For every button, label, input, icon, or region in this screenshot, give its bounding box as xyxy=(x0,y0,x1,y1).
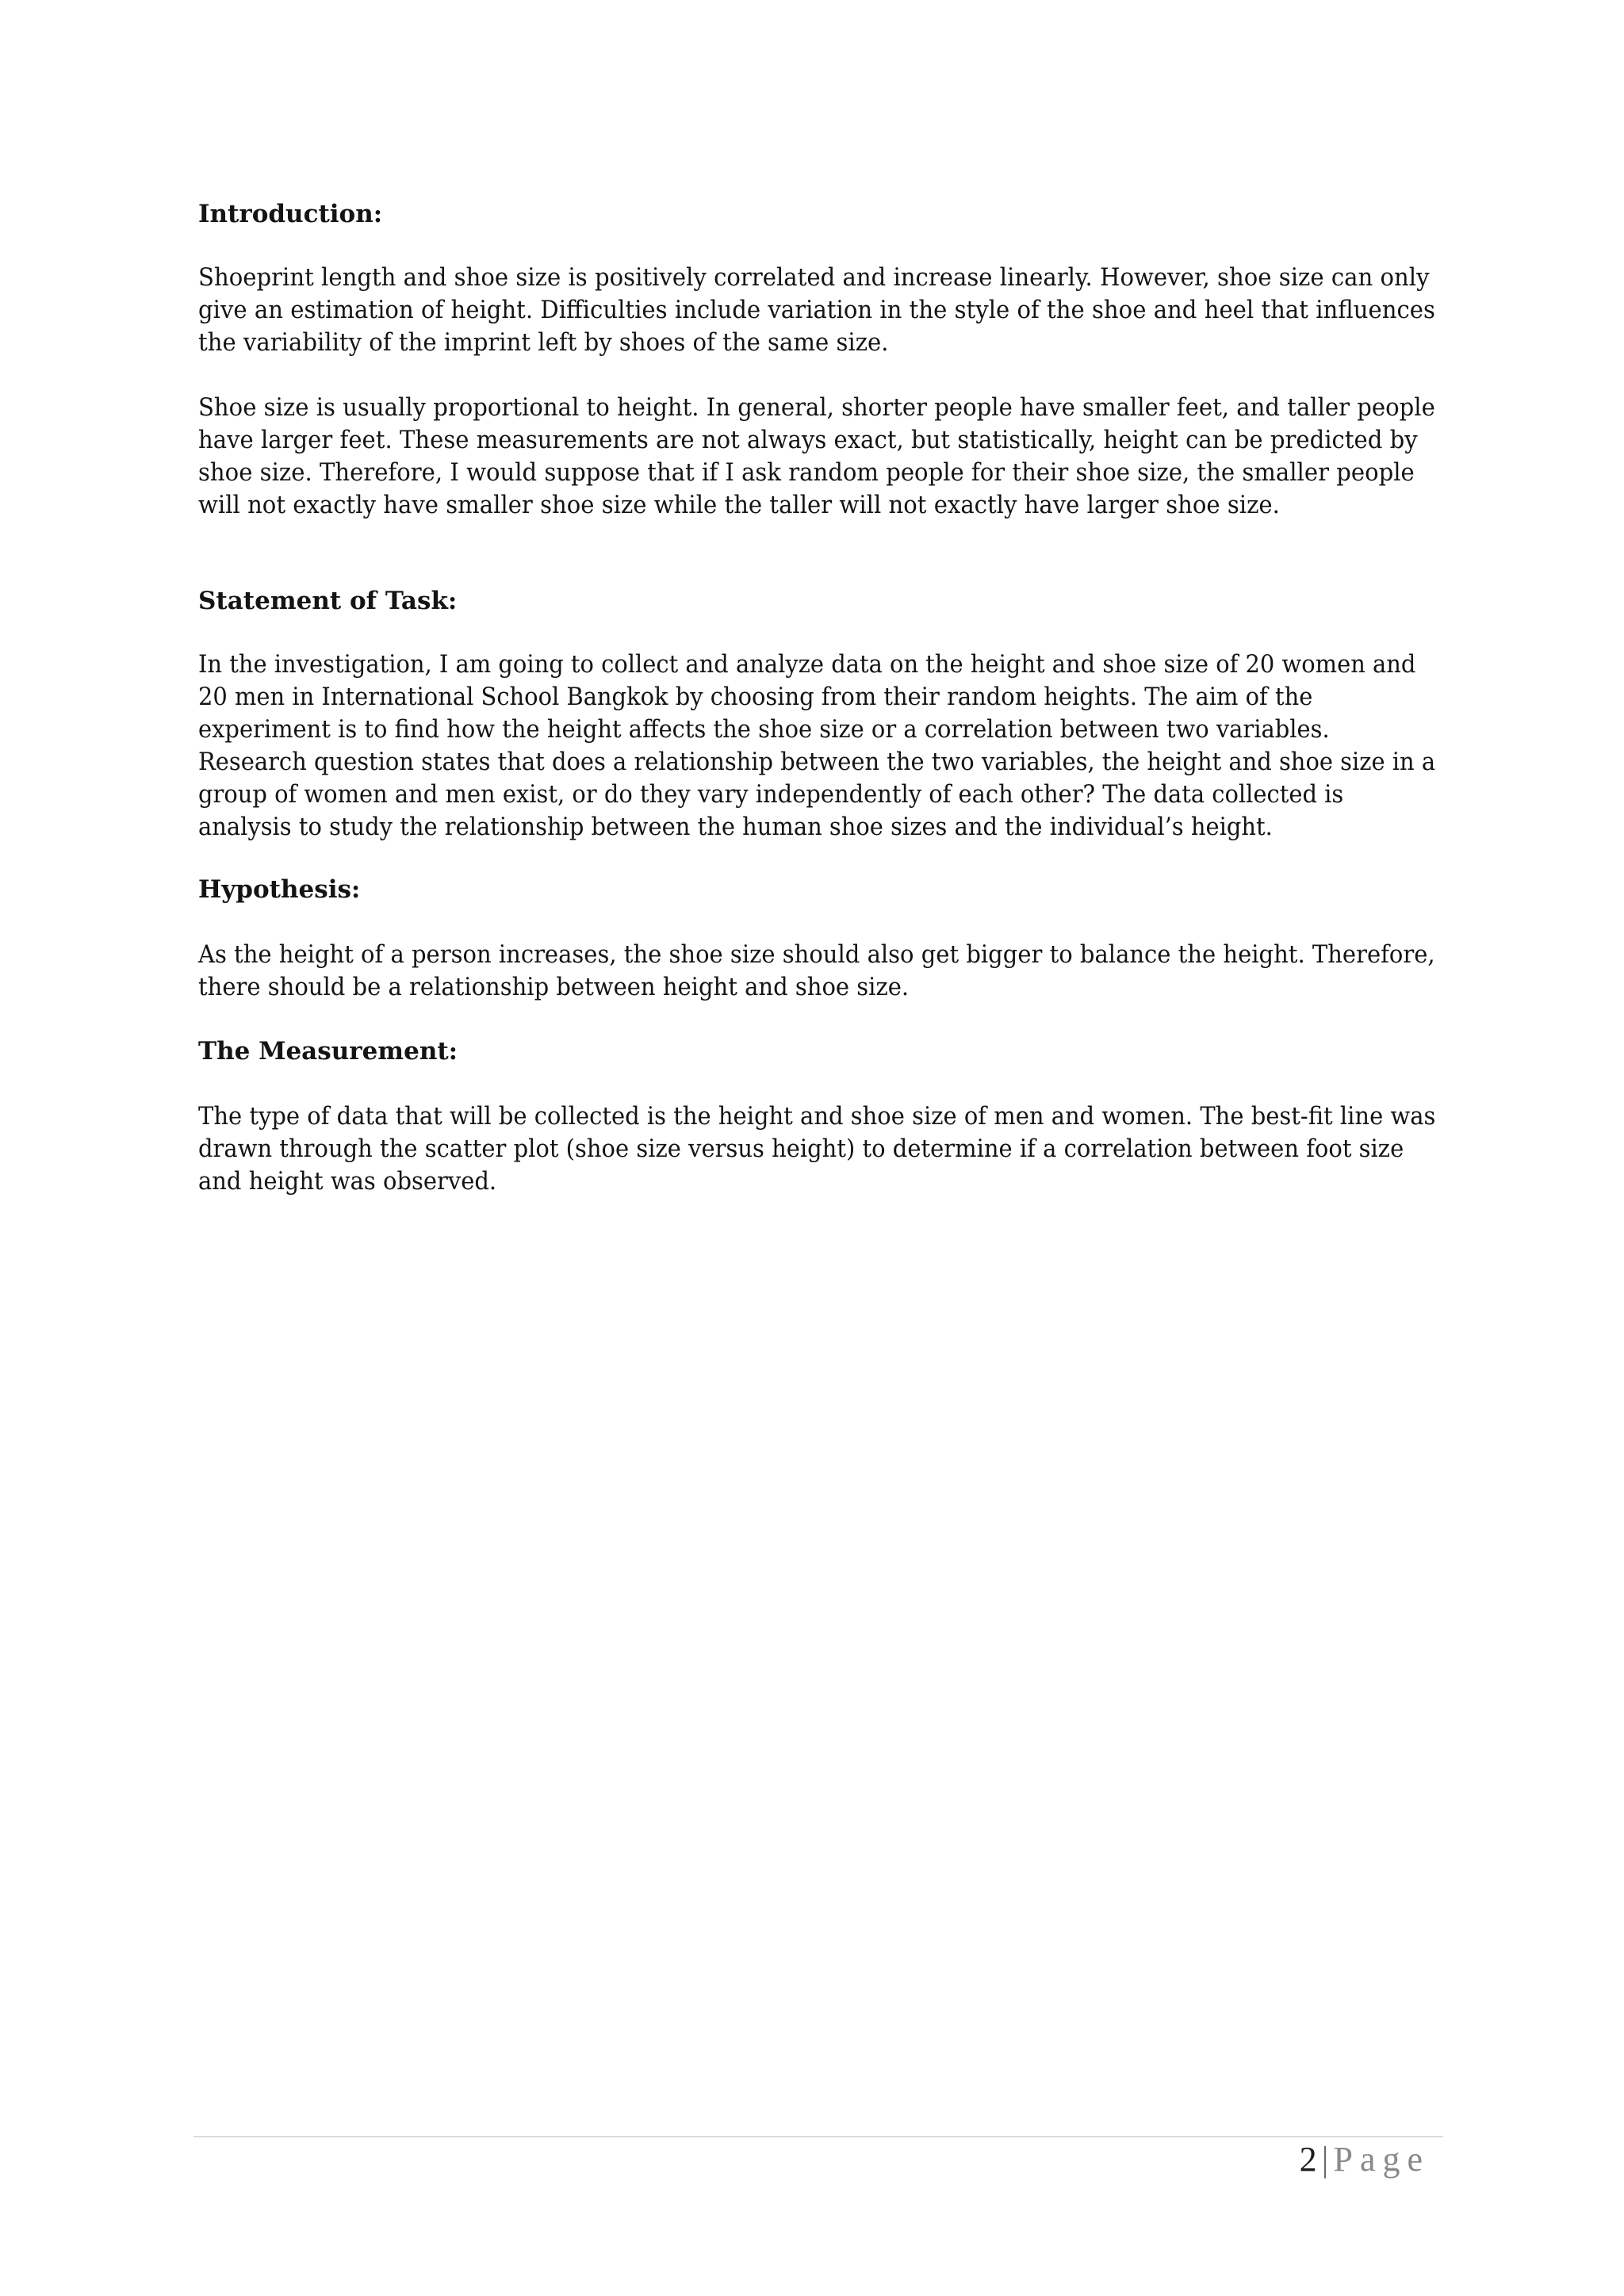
text-line: Shoe size is usually proportional to height. In general, shorter people have smaller feet, and taller people xyxy=(198,393,1435,422)
heading-hypothesis: Hypothesis: xyxy=(198,875,361,904)
text-line: will not exactly have smaller shoe size while the taller will not exactly have larger shoe size. xyxy=(198,491,1280,519)
paragraph-introduction-1 xyxy=(198,262,1515,359)
text-line: 20 men in International School Bangkok by choosing from their random heights. The aim of the xyxy=(198,683,1313,711)
paragraph-measurement xyxy=(198,1100,1522,1198)
text-line: In the investigation, I am going to collect and analyze data on the height and shoe size of 20 women and xyxy=(198,650,1416,679)
paragraph-hypothesis xyxy=(198,939,1520,1004)
page-label: Page xyxy=(1333,2140,1430,2179)
text-line: Research question states that does a relationship between the two variables, the height and shoe size in a xyxy=(198,748,1436,776)
text-line: drawn through the scatter plot (shoe size versus height) to determine if a correlation between foot size xyxy=(198,1135,1404,1163)
text-line: there should be a relationship between height and shoe size. xyxy=(198,973,910,1001)
text-line: give an estimation of height. Difficulties include variation in the style of the shoe and heel that influences xyxy=(198,296,1435,324)
page-number-value: 2 xyxy=(1299,2140,1317,2179)
text-line: Shoeprint length and shoe size is positively correlated and increase linearly. However, shoe size can only xyxy=(198,263,1430,292)
page-number xyxy=(1300,2136,1430,2183)
text-line: the variability of the imprint left by shoes of the same size. xyxy=(198,328,889,357)
text-line: have larger feet. These measurements are not always exact, but statistically, height can be predicted by xyxy=(198,426,1418,454)
heading-statement-of-task: Statement of Task: xyxy=(198,587,458,615)
text-line: The type of data that will be collected is the height and shoe size of men and women. The best-fit line was xyxy=(198,1102,1436,1131)
text-line: group of women and men exist, or do they vary independently of each other? The data collected is xyxy=(198,780,1344,809)
page-number-separator: | xyxy=(1321,2140,1329,2179)
heading-introduction: Introduction: xyxy=(198,200,383,228)
text-line: analysis to study the relationship between the human shoe sizes and the individual’s height. xyxy=(198,813,1273,841)
text-line: and height was observed. xyxy=(198,1167,497,1196)
paragraph-introduction-2 xyxy=(198,392,1516,522)
text-line: experiment is to find how the height affects the shoe size or a correlation between two variables. xyxy=(198,715,1330,744)
text-line: As the height of a person increases, the shoe size should also get bigger to balance the height. Therefore, xyxy=(198,940,1435,969)
paragraph-statement-of-task xyxy=(198,649,1524,844)
heading-measurement: The Measurement: xyxy=(198,1037,458,1066)
text-line: shoe size. Therefore, I would suppose that if I ask random people for their shoe size, the smaller people xyxy=(198,458,1415,487)
footer-divider xyxy=(193,2136,1443,2137)
